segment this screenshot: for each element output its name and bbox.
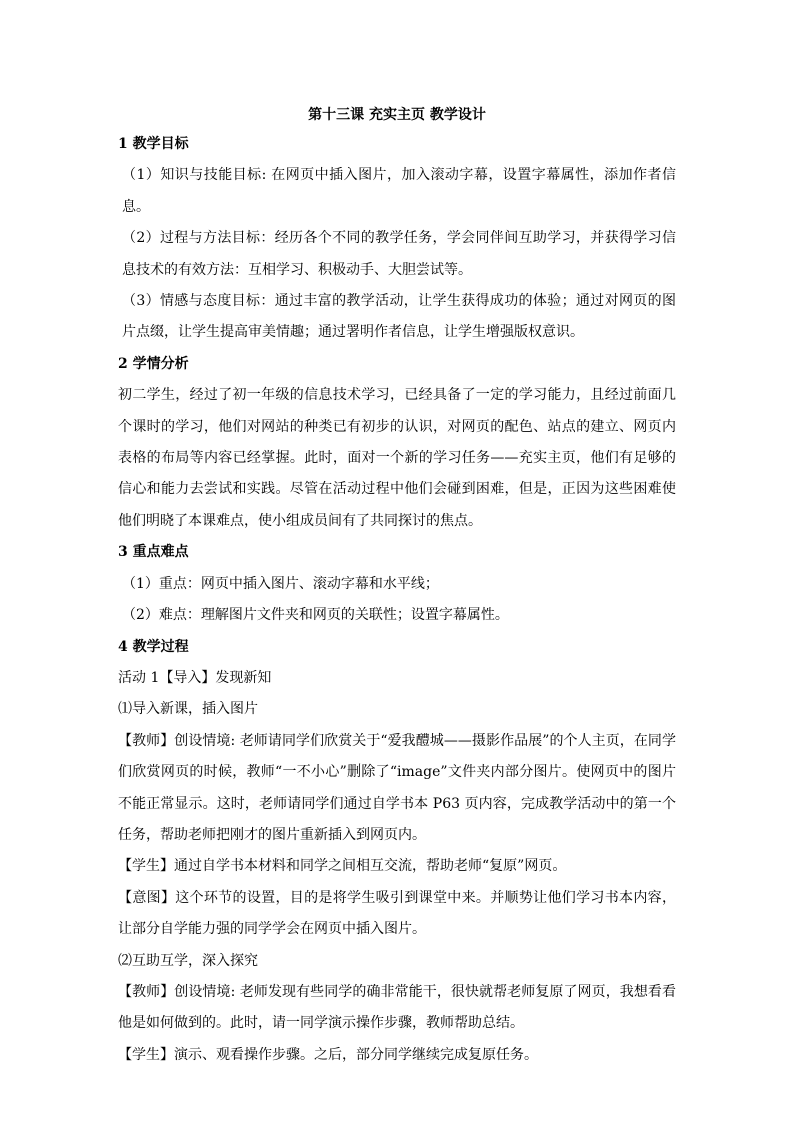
student-paragraph-1: 【学生】通过自学书本材料和同学之间相互交流，帮助老师“复原”网页。 <box>118 858 567 875</box>
goal-item-1: （1）知识与技能目标: 在网页中插入图片，加入滚动字幕，设置字幕属性，添加作者信息。 <box>122 167 676 215</box>
student-paragraph-2: 【学生】演示、观看操作步骤。之后，部分同学继续完成复原任务。 <box>118 1046 538 1063</box>
document-title: 第十三课 充实主页 教学设计 <box>308 107 486 123</box>
goal-item-3: （3）情感与态度目标：通过丰富的教学活动，让学生获得成功的体验；通过对网页的图片点缀，让学生提高审美情趣；通过署明作者信息，让学生增强版权意识。 <box>122 293 676 341</box>
section-heading-analysis: 2 学情分析 <box>118 355 189 372</box>
section-heading-process: 4 教学过程 <box>118 638 189 655</box>
analysis-paragraph: 初二学生，经过了初一年级的信息技术学习，已经具备了一定的学习能力，且经过前面几个课时的学习，他们对网站的种类已有初步的认识，对网页的配色、站点的建立、网页内表格的布局等内容已经掌握。此时，面对一个新的学习任务——充实主页，他们有足够的信心和能力去尝试和实践。尽管在活动过程中他们会碰到困难，但是，正因为这些困难使他们明晓了本课难点，使小组成员间有了共同探讨的焦点。 <box>118 387 676 529</box>
intent-paragraph-1: 【意图】这个环节的设置，目的是将学生吸引到课堂中来。并顺势让他们学习书本内容，让部分自学能力强的同学学会在网页中插入图片。 <box>118 889 676 938</box>
step-2-title: ⑵互助互学，深入探究 <box>118 952 258 969</box>
section-heading-goals: 1 教学目标 <box>118 136 189 152</box>
activity-1-title: 活动 1【导入】发现新知 <box>118 669 272 686</box>
step-1-title: ⑴导入新课，插入图片 <box>118 701 258 718</box>
teacher-paragraph-1: 【教师】创设情境: 老师请同学们欣赏关于“爱我醴城——摄影作品展”的个人主页，在同学们欣赏网页的时候，教师“一不小心”删除了“image”文件夹内部分图片。使网页中的图片不能正常显示。这时，老师请同学们通过自学书本 P63 页内容，完成教学活动中的第一个任务，帮助老师把刚才的图片重新插入到网页内。 <box>118 732 676 843</box>
goal-item-2: （2）过程与方法目标：经历各个不同的教学任务，学会同伴间互助学习，并获得学习信息技术的有效方法：互相学习、积极动手、大胆尝试等。 <box>122 230 676 278</box>
key-point-item-1: （1）重点：网页中插入图片、滚动字幕和水平线； <box>122 575 439 592</box>
teacher-paragraph-2: 【教师】创设情境: 老师发现有些同学的确非常能干，很快就帮老师复原了网页，我想看看他是如何做到的。此时，请一同学演示操作步骤，教师帮助总结。 <box>118 983 676 1032</box>
key-point-item-2: （2）难点：理解图片文件夹和网页的关联性；设置字幕属性。 <box>122 607 509 624</box>
section-heading-key-points: 3 重点难点 <box>118 544 189 561</box>
